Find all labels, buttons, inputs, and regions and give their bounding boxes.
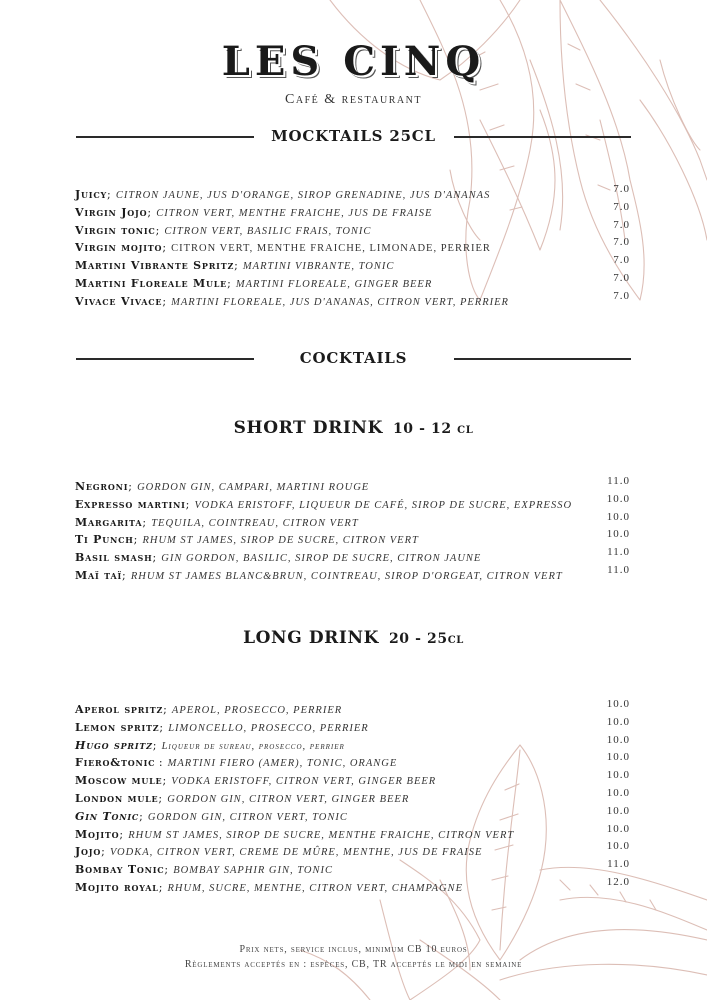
item-name: Jojo [75, 845, 102, 859]
menu-item: Vivace Vivace; MARTINI FLOREALE, JUS D'ANANAS, CITRON VERT, PERRIER 7.0 [75, 289, 630, 308]
mocktails-section-header [76, 125, 631, 149]
menu-item: Negroni; GORDON GIN, CAMPARI, MARTINI ROUGE 11.0 [75, 475, 630, 493]
long-drink-list [75, 698, 630, 894]
item-name: Lemon spritz [75, 720, 160, 734]
menu-item: Lemon spritz; LIMONCELLO, PROSECCO, PERRIER 10.0 [75, 715, 630, 734]
item-name: Martini Vibrante Spritz [75, 259, 235, 273]
item-ingredients: VODKA ERISTOFF, CITRON VERT, GINGER BEER [171, 776, 437, 788]
menu-item: Juicy; CITRON JAUNE, JUS D'ORANGE, SIROP GRENADINE, JUS D'ANANAS 7.0 [75, 183, 630, 201]
pricing-note: Prix nets, service inclus, minimum CB 10 euros [239, 944, 468, 955]
item-ingredients: RHUM ST JAMES, SIROP DE SUCRE, CITRON VERT [142, 535, 419, 547]
menu-item: Virgin mojito; CITRON VERT, MENTHE FRAICHE, LIMONADE, PERRIER 7.0 [75, 236, 630, 255]
item-price: 10.0 [606, 510, 630, 523]
item-price: 11.0 [607, 475, 630, 487]
item-price: 10.0 [606, 786, 630, 799]
item-ingredients: RHUM, SUCRE, MENTHE, CITRON VERT, CHAMPAGNE [167, 882, 463, 894]
item-name: Martini Floreale Mule [75, 276, 228, 290]
item-ingredients: MARTINI VIBRANTE, TONIC [242, 261, 395, 273]
section-title: MOCKTAILS 25CL [271, 127, 436, 145]
short-drink-header [0, 418, 707, 438]
short-drink-list [75, 475, 630, 582]
menu-item: Bombay Tonic; BOMBAY SAPHIR GIN, TONIC 11.0 [75, 858, 630, 877]
menu-item: Aperol spritz; APEROL, PROSECCO, PERRIER 10.0 [75, 698, 630, 716]
item-ingredients: GORDON GIN, CITRON VERT, GINGER BEER [167, 793, 410, 805]
item-ingredients: GORDON GIN, CAMPARI, MARTINI ROUGE [137, 482, 370, 493]
item-name: Negroni [75, 480, 129, 493]
menu-item: Martini Vibrante Spritz; MARTINI VIBRANTE, TONIC 7.0 [75, 254, 630, 273]
item-price: 10.0 [606, 751, 630, 764]
item-name: Basil smash [75, 551, 153, 565]
item-price: 7.0 [613, 271, 630, 284]
menu-item: Gin Tonic; GORDON GIN, CITRON VERT, TONIC 10.0 [75, 804, 630, 823]
menu-item: Maï taï; RHUM ST JAMES BLANC&BRUN, COINTREAU, SIROP D'ORGEAT, CITRON VERT 11.0 [75, 563, 630, 582]
item-name: Virgin mojito [75, 241, 163, 255]
item-price: 10.0 [606, 804, 630, 817]
item-price: 7.0 [613, 218, 630, 231]
item-ingredients: VODKA ERISTOFF, LIQUEUR DE CAFÉ, SIROP DE SUCRE, EXPRESSO [194, 499, 573, 511]
item-price: 10.0 [606, 715, 630, 728]
item-name: Virgin tonic [75, 223, 156, 237]
item-ingredients: CITRON JAUNE, JUS D'ORANGE, SIROP GRENADINE, JUS D'ANANAS [115, 190, 491, 201]
section-title: COCKTAILS [299, 349, 408, 367]
menu-item: Fiero&tonic : MARTINI FIERO (AMER), TONIC, ORANGE 10.0 [75, 751, 630, 770]
item-ingredients: MARTINI FIERO (AMER), TONIC, ORANGE [167, 758, 398, 770]
item-price: 10.0 [606, 528, 630, 541]
item-name: Mojito [75, 827, 120, 841]
item-ingredients: BOMBAY SAPHIR GIN, TONIC [173, 865, 333, 877]
item-name: Moscow mule [75, 774, 163, 788]
item-name: Gin Tonic [75, 809, 140, 823]
item-name: Bombay Tonic [75, 863, 165, 877]
menu-item: London mule; GORDON GIN, CITRON VERT, GINGER BEER 10.0 [75, 786, 630, 805]
divider-right [454, 358, 631, 360]
subsection-title: LONG DRINK [243, 628, 379, 648]
menu-item: Jojo; VODKA, CITRON VERT, CREME DE MÛRE, MENTHE, JUS DE FRAISE 10.0 [75, 840, 630, 859]
item-price: 11.0 [607, 563, 630, 576]
item-price: 11.0 [607, 546, 630, 559]
item-name: Expresso martini [75, 497, 186, 511]
item-price: 7.0 [613, 254, 630, 267]
item-ingredients: LIMONCELLO, PROSECCO, PERRIER [168, 722, 369, 734]
serving-size: 10 - 12 cl [392, 421, 474, 437]
item-price: 7.0 [613, 289, 630, 302]
item-name: London mule [75, 791, 159, 805]
menu-item: Ti Punch; RHUM ST JAMES, SIROP DE SUCRE, CITRON VERT 10.0 [75, 528, 630, 547]
item-price: 10.0 [606, 769, 630, 782]
item-price: 10.0 [606, 492, 630, 505]
item-ingredients: MARTINI FLOREALE, GINGER BEER [235, 278, 433, 290]
item-price: 10.0 [606, 822, 630, 835]
payment-notes [0, 942, 707, 972]
item-ingredients: CITRON VERT, BASILIC FRAIS, TONIC [164, 225, 372, 237]
item-name: Virgin Jojo [75, 205, 148, 219]
item-ingredients: APEROL, PROSECCO, PERRIER [171, 705, 343, 716]
item-price: 10.0 [606, 698, 630, 710]
menu-item: Mojito; RHUM ST JAMES, SIROP DE SUCRE, MENTHE FRAICHE, CITRON VERT 10.0 [75, 822, 630, 841]
item-price: 7.0 [613, 236, 630, 249]
menu-item: Virgin tonic; CITRON VERT, BASILIC FRAIS, TONIC 7.0 [75, 218, 630, 237]
item-price: 11.0 [607, 858, 630, 871]
menu-item: Virgin Jojo; CITRON VERT, MENTHE FRAICHE, JUS DE FRAISE 7.0 [75, 200, 630, 219]
menu-item: Mojito royal; RHUM, SUCRE, MENTHE, CITRON VERT, CHAMPAGNE 12.0 [75, 875, 630, 894]
item-ingredients: GIN GORDON, BASILIC, SIROP DE SUCRE, CITRON JAUNE [161, 553, 482, 565]
divider-right [454, 136, 631, 138]
item-ingredients: MARTINI FLOREALE, JUS D'ANANAS, CITRON VERT, PERRIER [171, 296, 509, 308]
item-price: 7.0 [613, 183, 630, 195]
item-price: 10.0 [606, 840, 630, 853]
item-ingredients: RHUM ST JAMES, SIROP DE SUCRE, MENTHE FRAICHE, CITRON VERT [128, 829, 515, 841]
item-name: Ti Punch [75, 533, 134, 547]
item-ingredients: CITRON VERT, MENTHE FRAICHE, JUS DE FRAISE [156, 207, 433, 219]
item-ingredients: VODKA, CITRON VERT, CREME DE MÛRE, MENTHE, JUS DE FRAISE [109, 847, 483, 859]
serving-size: 20 - 25cl [388, 631, 464, 647]
item-ingredients: GORDON GIN, CITRON VERT, TONIC [147, 811, 348, 823]
item-name: Vivace Vivace [75, 294, 163, 308]
menu-item: Hugo spritz; Liqueur de sureau, prosecco, perrier 10.0 [75, 733, 630, 752]
menu-item: Margarita; TEQUILA, COINTREAU, CITRON VERT 10.0 [75, 510, 630, 529]
cocktails-section-header [76, 347, 631, 371]
item-name: Maï taï [75, 568, 123, 582]
item-ingredients: Liqueur de sureau, prosecco, perrier [161, 740, 345, 752]
item-name: Hugo spritz [75, 738, 153, 752]
item-price: 7.0 [613, 200, 630, 213]
menu-item: Martini Floreale Mule; MARTINI FLOREALE, GINGER BEER 7.0 [75, 271, 630, 290]
item-ingredients: CITRON VERT, MENTHE FRAICHE, LIMONADE, PERRIER [171, 243, 491, 255]
menu-item: Moscow mule; VODKA ERISTOFF, CITRON VERT, GINGER BEER 10.0 [75, 769, 630, 788]
item-ingredients: RHUM ST JAMES BLANC&BRUN, COINTREAU, SIROP D'ORGEAT, CITRON VERT [130, 570, 563, 582]
item-price: 12.0 [606, 875, 630, 888]
item-ingredients: TEQUILA, COINTREAU, CITRON VERT [151, 517, 359, 529]
long-drink-header [0, 628, 707, 648]
item-name: Mojito royal [75, 880, 159, 894]
restaurant-subtitle: Café & restaurant [285, 92, 422, 107]
payment-methods-note: Règlements acceptés en : espèces, CB, TR acceptés le midi en semaine [184, 959, 523, 970]
item-name: Fiero&tonic [75, 756, 156, 770]
item-name: Aperol spritz [75, 703, 164, 716]
subsection-title: SHORT DRINK [233, 418, 383, 438]
menu-item: Basil smash; GIN GORDON, BASILIC, SIROP DE SUCRE, CITRON JAUNE 11.0 [75, 546, 630, 565]
restaurant-logo: LES CINQ [221, 38, 486, 85]
mocktails-list [75, 183, 630, 308]
item-name: Juicy [75, 188, 108, 201]
item-price: 10.0 [606, 733, 630, 746]
menu-item: Expresso martini; VODKA ERISTOFF, LIQUEUR DE CAFÉ, SIROP DE SUCRE, EXPRESSO 10.0 [75, 492, 630, 511]
item-name: Margarita [75, 515, 143, 529]
